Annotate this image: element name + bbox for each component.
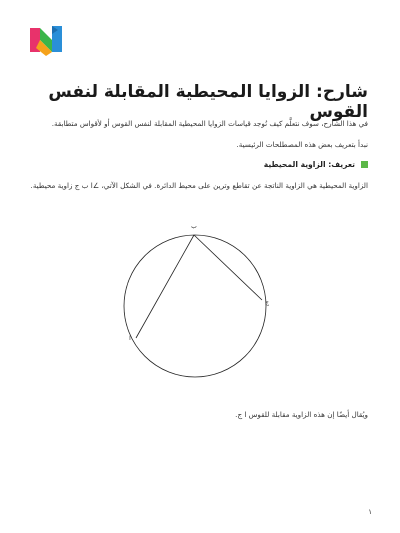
point-label-c: ج	[265, 299, 269, 306]
intro-paragraph-2: نبدأ بتعريف بعض هذه المصطلحات الرئيسية.	[236, 140, 368, 149]
chord-bc	[194, 235, 262, 300]
point-label-a: ا	[129, 335, 131, 342]
page-number: ١	[368, 508, 372, 516]
media-tiles-logo-icon	[30, 26, 62, 56]
chord-ab	[136, 235, 194, 338]
circle	[124, 235, 266, 377]
page-title: شارح: الزوايا المحيطية المقابلة لنفس القوس	[48, 82, 368, 122]
definition-text: الزاوية المحيطية هي الزاوية الناتجة عن تقاطع وترين على محيط الدائرة. في الشكل الآتي، ∠ا ب ج زاوية محيطية.	[30, 181, 368, 190]
definition-label: تعريف: الزاوية المحيطية	[263, 160, 355, 169]
point-label-b: ب	[191, 223, 197, 230]
closing-paragraph: ويُقال أيضًا إن هذه الزاوية مقابلة للقوس ا ج.	[235, 410, 368, 419]
intro-paragraph: في هذا الشارح، سوف نتعلَّم كيف نُوجد قياسات الزوايا المحيطية المقابلة لنفس القوس أو لأقواس متطابقة.	[51, 119, 368, 128]
definition-heading	[28, 160, 368, 169]
inscribed-angle-figure	[115, 218, 275, 383]
green-square-icon	[361, 161, 368, 168]
